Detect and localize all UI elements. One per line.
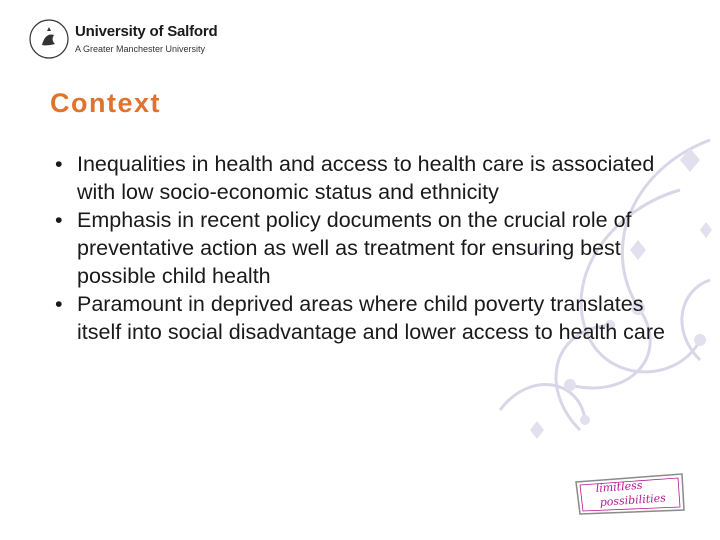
bullet-text: Inequalities in health and access to health care is associated with low socio-economic status and ethnicity <box>77 152 655 204</box>
slide-title: Context <box>50 88 161 118</box>
bullet-text: Emphasis in recent policy documents on the crucial role of preventative action as well as treatment for ensuring best possible child health <box>77 208 632 288</box>
svg-text:possibilities: possibilities <box>599 491 667 509</box>
university-name: University of Salford <box>75 23 218 40</box>
svg-text:limitless: limitless <box>595 478 643 495</box>
bullet-dot-icon: • <box>55 208 63 232</box>
university-tagline: A Greater Manchester University <box>75 44 206 54</box>
bullet-item <box>50 206 680 290</box>
bullet-item <box>50 150 680 206</box>
university-logo[interactable] <box>28 18 218 62</box>
university-seal-icon <box>28 18 70 60</box>
bullet-dot-icon: • <box>55 292 63 316</box>
bullet-item <box>50 290 680 346</box>
bullet-text: Paramount in deprived areas where child poverty translates itself into social disadvantage and lower access to health care <box>77 292 666 344</box>
bullet-dot-icon: • <box>55 152 63 176</box>
limitless-possibilities-stamp <box>570 470 688 518</box>
bullet-list <box>50 150 680 346</box>
